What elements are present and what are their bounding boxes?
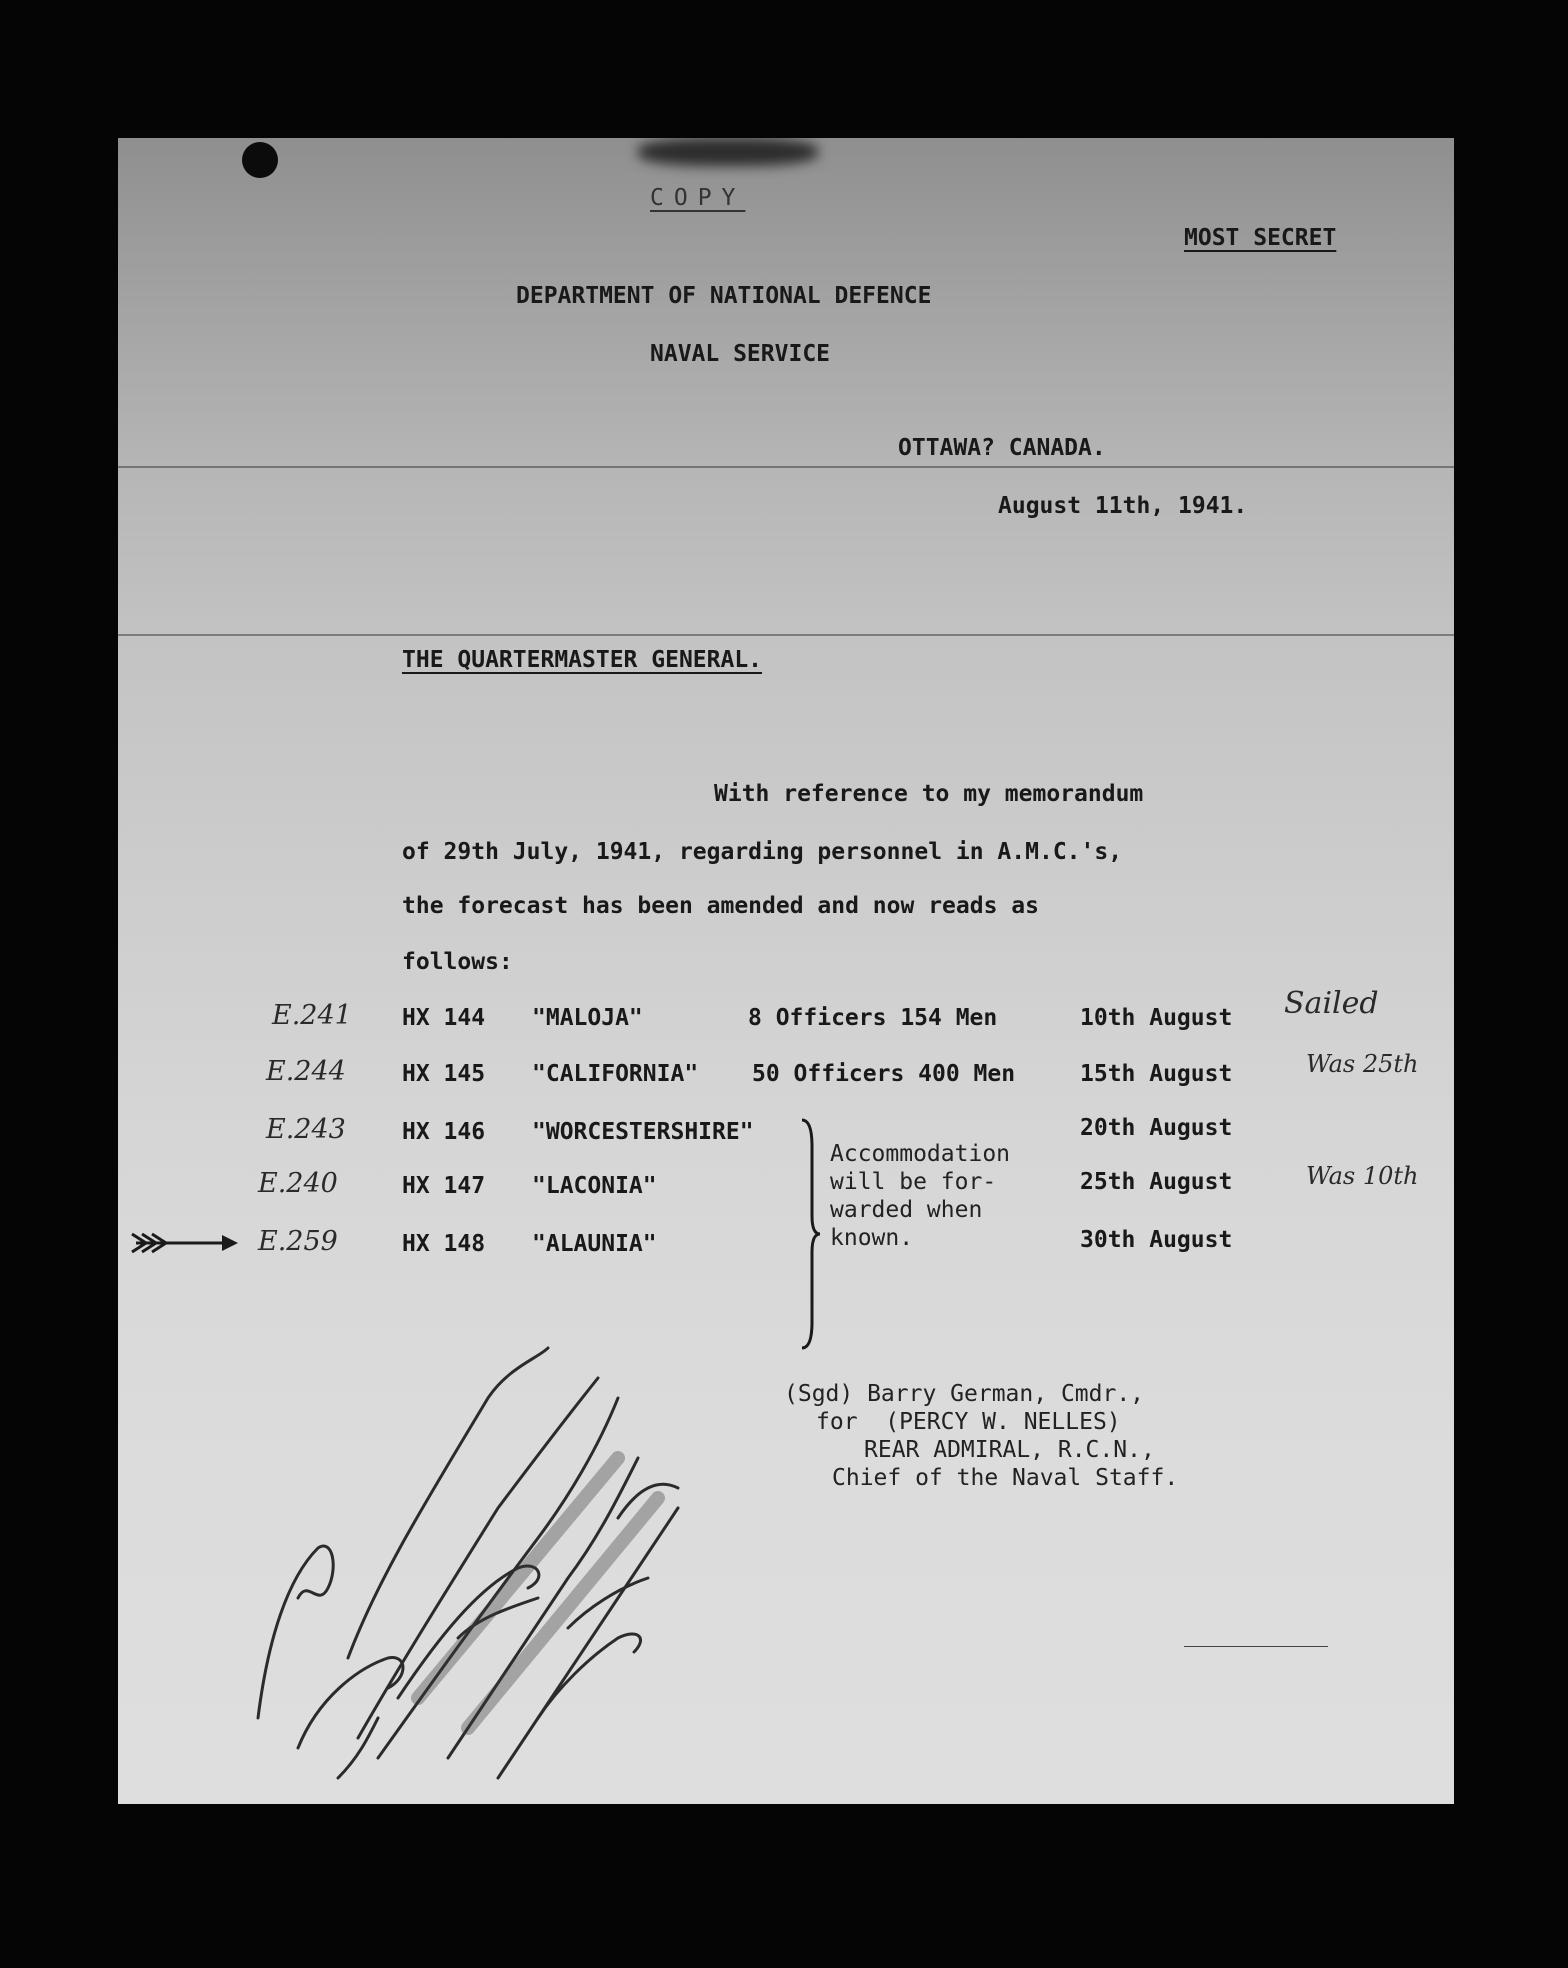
- convoy-number: HX 144: [402, 1005, 486, 1031]
- sailing-date: 25th August: [1080, 1169, 1233, 1195]
- handwritten-mark: E.241: [272, 1000, 352, 1031]
- ink-smudge: [638, 138, 818, 166]
- ship-name: "MALOJA": [532, 1005, 643, 1031]
- document-page: [118, 138, 1454, 1804]
- arrow-icon: [130, 1230, 240, 1256]
- handwritten-mark: E.244: [266, 1056, 346, 1087]
- accommodation-note: warded when: [830, 1197, 983, 1223]
- signature-line: for (PERCY W. NELLES): [816, 1409, 1121, 1435]
- date-line: August 11th, 1941.: [998, 493, 1248, 519]
- ship-name: "CALIFORNIA": [532, 1061, 699, 1087]
- convoy-number: HX 145: [402, 1061, 486, 1087]
- sailing-date: 15th August: [1080, 1061, 1233, 1087]
- ship-name: "WORCESTERSHIRE": [532, 1119, 754, 1145]
- fold-line: [118, 634, 1454, 636]
- convoy-number: HX 147: [402, 1173, 486, 1199]
- ship-name: "ALAUNIA": [532, 1231, 657, 1257]
- handwritten-note: Was 25th: [1306, 1050, 1419, 1078]
- service-heading: NAVAL SERVICE: [650, 341, 831, 367]
- handwritten-mark: E.240: [258, 1168, 338, 1199]
- signature-line: Chief of the Naval Staff.: [832, 1465, 1179, 1491]
- signature-line: REAR ADMIRAL, R.C.N.,: [864, 1437, 1155, 1463]
- accommodation-note: will be for-: [830, 1169, 997, 1195]
- divider-line: [1184, 1646, 1328, 1647]
- body-line: of 29th July, 1941, regarding personnel in A.M.C.'s,: [402, 839, 1123, 865]
- fold-line: [118, 466, 1454, 468]
- accommodation: 8 Officers 154 Men: [748, 1005, 998, 1031]
- body-line: follows:: [402, 949, 513, 975]
- ship-name: "LACONIA": [532, 1173, 657, 1199]
- addressee: THE QUARTERMASTER GENERAL.: [402, 647, 763, 673]
- handwritten-mark: E.243: [266, 1114, 346, 1145]
- convoy-number: HX 148: [402, 1231, 486, 1257]
- punch-hole: [242, 142, 278, 178]
- sailing-date: 20th August: [1080, 1115, 1233, 1141]
- classification-label: MOST SECRET: [1184, 225, 1337, 251]
- convoy-number: HX 146: [402, 1119, 486, 1145]
- accommodation: 50 Officers 400 Men: [752, 1061, 1016, 1087]
- copy-label: COPY: [650, 185, 746, 211]
- department-heading: DEPARTMENT OF NATIONAL DEFENCE: [516, 283, 932, 309]
- sailing-date: 10th August: [1080, 1005, 1233, 1031]
- accommodation-note: Accommodation: [830, 1141, 1011, 1167]
- handwritten-mark: E.259: [258, 1226, 338, 1257]
- sailing-date: 30th August: [1080, 1227, 1233, 1253]
- signature-line: (Sgd) Barry German, Cmdr.,: [784, 1381, 1145, 1407]
- accommodation-note: known.: [830, 1225, 914, 1251]
- handwritten-note: Was 10th: [1306, 1162, 1419, 1190]
- brace-bracket: [798, 1116, 822, 1352]
- body-line: With reference to my memorandum: [714, 781, 1144, 807]
- body-line: the forecast has been amended and now reads as: [402, 893, 1039, 919]
- handwritten-signature-scrawl: [238, 1338, 798, 1798]
- place-line: OTTAWA? CANADA.: [898, 435, 1106, 461]
- handwritten-note: Sailed: [1284, 986, 1379, 1021]
